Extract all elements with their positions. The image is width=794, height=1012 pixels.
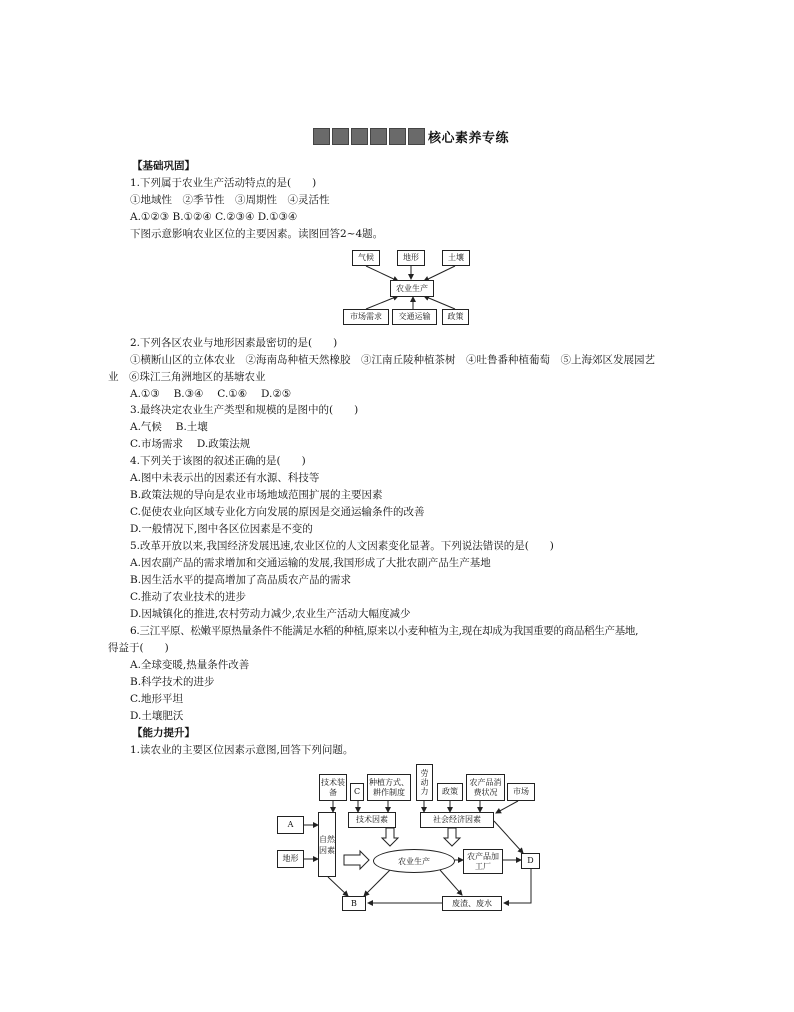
- question-4: 4.下列关于该图的叙述正确的是( ): [130, 455, 306, 467]
- question-6-a: A.全球变暖,热量条件改善: [130, 659, 250, 671]
- question-5-a: A.因农副产品的需求增加和交通运输的发展,我国形成了大批农副产品生产基地: [130, 557, 491, 569]
- box-market-demand: 市场需求: [343, 309, 389, 325]
- question-6-cont: 得益于( ): [108, 642, 169, 654]
- question-6-d: D.土壤肥沃: [130, 710, 184, 722]
- question-4-b: B.政策法规的导向是农业市场地域范围扩展的主要因素: [130, 489, 383, 501]
- question-4-d: D.一般情况下,图中各区位因素是不变的: [130, 523, 313, 535]
- section-advanced: 【能力提升】: [132, 727, 195, 739]
- question-1-options: A.①②③ B.①②④ C.②③④ D.①③④: [130, 211, 298, 223]
- question-5-c: C.推动了农业技术的进步: [130, 591, 246, 603]
- box-d: D: [521, 853, 540, 869]
- question-2-options: A.①③ B.③④ C.①⑥ D.②⑤: [130, 388, 292, 400]
- box-consumption: 农产品消费状况: [466, 774, 505, 801]
- question-6-c: C.地形平坦: [130, 693, 183, 705]
- box-soil: 土壤: [442, 250, 470, 266]
- box-planting-method: 种植方式、耕作制度: [367, 774, 411, 801]
- box-natural-factor: 自然因素: [318, 812, 336, 877]
- ellipse-agri-production: 农业生产: [373, 849, 455, 873]
- box-processing-plant: 农产品加工厂: [463, 849, 503, 874]
- box-tech-equipment: 技术装备: [319, 774, 347, 801]
- title-text: 核心素养专练: [428, 130, 510, 146]
- box-market: 市场: [507, 783, 535, 801]
- question-3-cd: C.市场需求 D.政策法规: [130, 438, 251, 450]
- question-3-ab: A.气候 B.土壤: [130, 421, 208, 433]
- question-5-d: D.因城镇化的推进,农村劳动力减少,农业生产活动大幅度减少: [130, 608, 411, 620]
- diagram-intro: 下图示意影响农业区位的主要因素。读图回答2~4题。: [130, 228, 384, 240]
- box-a: A: [277, 816, 304, 834]
- section-basic: 【基础巩固】: [132, 160, 195, 172]
- question-1: 1.下列属于农业生产活动特点的是( ): [130, 177, 317, 189]
- box-b: B: [342, 896, 366, 911]
- question-3: 3.最终决定农业生产类型和规模的是图中的( ): [130, 404, 359, 416]
- question-2-items-a: ①横断山区的立体农业 ②海南岛种植天然橡胶 ③江南丘陵种植茶树 ④吐鲁番种植葡萄 ⑤上海郊区发展园艺: [130, 354, 655, 366]
- box-socio-factor: 社会经济因素: [420, 812, 494, 828]
- question-6-b: B.科学技术的进步: [130, 676, 215, 688]
- box-c: C: [350, 783, 364, 801]
- box-terrain-2: 地形: [277, 850, 304, 868]
- question-2: 2.下列各区农业与地形因素最密切的是( ): [130, 337, 338, 349]
- question-1-items: ①地域性 ②季节性 ③周期性 ④灵活性: [130, 194, 330, 206]
- box-waste: 废渣、废水: [442, 896, 502, 911]
- question-2-items-b: 业 ⑥珠江三角洲地区的基塘农业: [108, 371, 266, 383]
- question-6: 6.三江平原、松嫩平原热量条件不能满足水稻的种植,原来以小麦种植为主,现在却成为我国重要的商品稻生产基地,: [130, 625, 639, 637]
- box-terrain: 地形: [397, 250, 425, 266]
- problem-1: 1.读农业的主要区位因素示意图,回答下列问题。: [130, 744, 354, 756]
- box-tech-factor: 技术因素: [348, 812, 396, 828]
- question-5: 5.改革开放以来,我国经济发展迅速,农业区位的人文因素变化显著。下列说法错误的是( ): [130, 540, 554, 552]
- question-4-c: C.促使农业向区域专业化方向发展的原因是交通运输条件的改善: [130, 506, 425, 518]
- box-policy: 政策: [442, 309, 469, 325]
- box-labor: 劳动力: [416, 764, 433, 801]
- box-climate: 气候: [352, 250, 380, 266]
- question-5-b: B.因生活水平的提高增加了高品质农产品的需求: [130, 574, 352, 586]
- question-4-a: A.图中未表示出的因素还有水源、科技等: [130, 472, 320, 484]
- box-agri-production: 农业生产: [390, 280, 434, 297]
- box-policy-2: 政策: [437, 783, 463, 801]
- box-transport: 交通运输: [392, 309, 437, 325]
